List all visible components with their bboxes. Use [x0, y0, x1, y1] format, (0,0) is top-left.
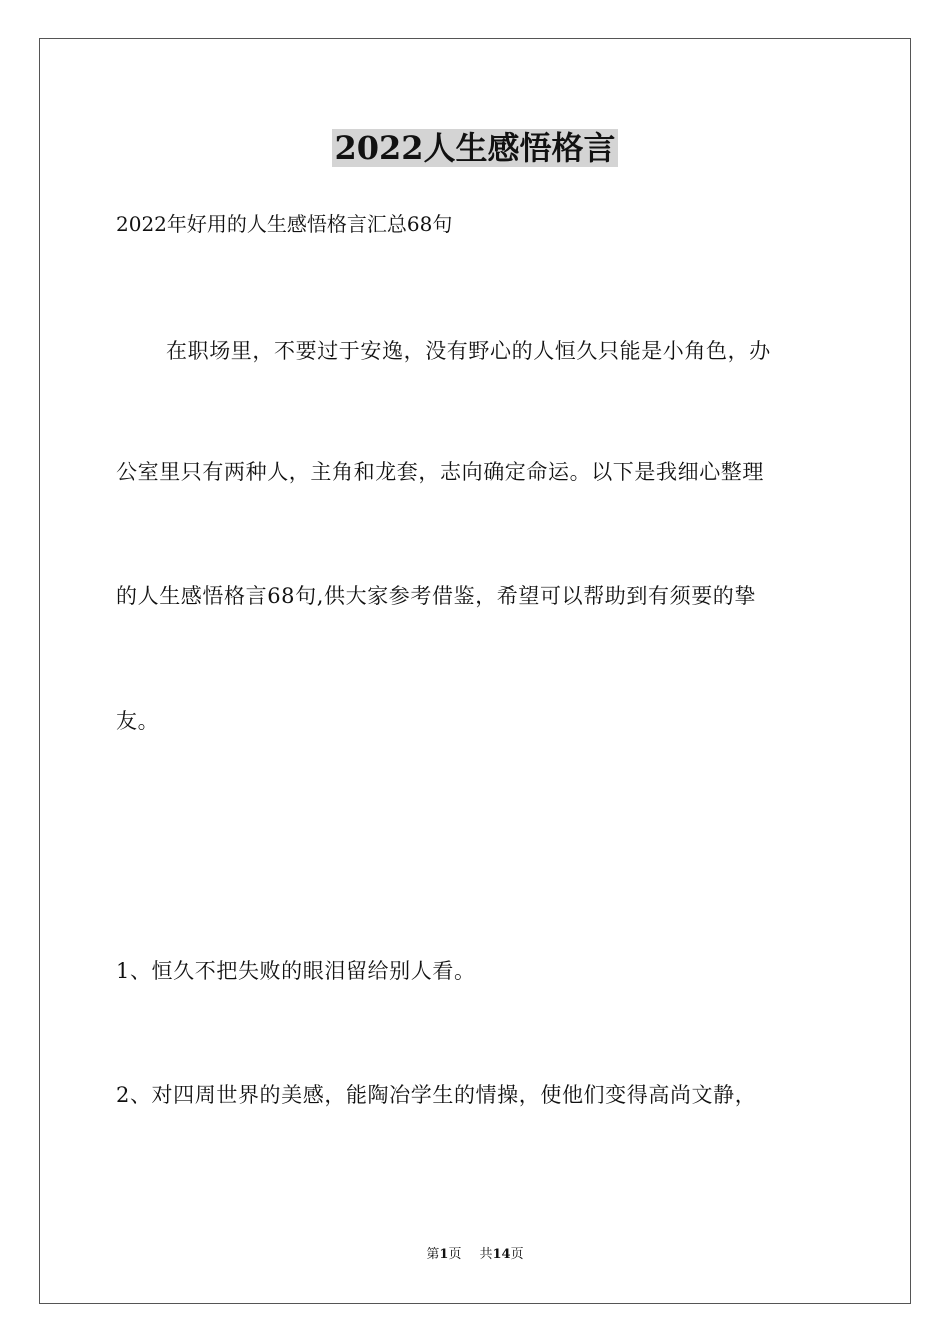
title-text: 2022人生感悟格言 — [334, 129, 616, 167]
document-title — [0, 128, 950, 168]
list-item: 2、对四周世界的美感，能陶冶学生的情操，使他们变得高尚文静， — [116, 1083, 757, 1107]
intro-line: 的人生感悟格言68句,供大家参考借鉴，希望可以帮助到有须要的挚 — [116, 584, 756, 608]
total-suffix: 页 — [510, 1247, 524, 1262]
intro-line: 在职场里，不要过于安逸，没有野心的人恒久只能是小角色，办 — [166, 339, 771, 363]
page-number: 1 — [439, 1247, 449, 1262]
document-subtitle: 2022年好用的人生感悟格言汇总68句 — [116, 212, 453, 236]
page-prefix: 第 — [426, 1247, 440, 1262]
total-prefix: 共 — [479, 1247, 493, 1262]
intro-line: 公室里只有两种人，主角和龙套，志向确定命运。以下是我细心整理 — [116, 460, 764, 484]
list-item: 1、恒久不把失败的眼泪留给别人看。 — [116, 959, 476, 983]
total-pages: 14 — [492, 1247, 511, 1262]
intro-line: 友。 — [116, 709, 160, 733]
page-footer — [0, 1246, 950, 1264]
page-suffix: 页 — [448, 1247, 462, 1262]
